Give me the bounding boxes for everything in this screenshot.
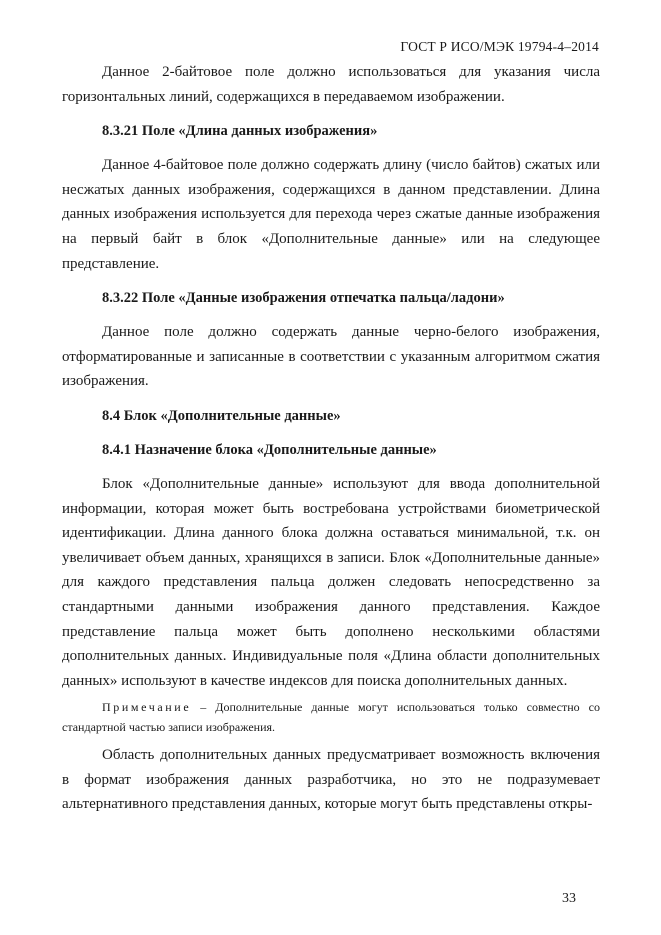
- page-number: 33: [562, 891, 576, 906]
- note: [62, 697, 600, 737]
- note-label: Примечание: [102, 700, 192, 715]
- paragraph-developer-data-area: Область дополнительных данных предусматривает возможность включения в формат изображения данных разработчика, но это не подразумевает альтернативного представления данных, которые могут быть представлены откры-: [62, 747, 600, 813]
- heading-8-3-22: 8.3.22 Поле «Данные изображения отпечатка пальца/ладони»: [102, 290, 505, 307]
- page-content: [62, 60, 600, 817]
- standard-header: ГОСТ Р ИСО/МЭК 19794-4–2014: [400, 39, 599, 54]
- note-text: – Дополнительные данные могут использоваться только совместно со стандартной частью записи изображения.: [62, 700, 600, 735]
- heading-8-3-21: 8.3.21 Поле «Длина данных изображения»: [102, 123, 378, 140]
- paragraph-additional-data-block: Блок «Дополнительные данные» используют для ввода дополнительной информации, которая может быть востребована устройствами биометрической идентификации. Длина данного блока должна оставаться минимальной, т.к. он увеличивает объем данных, хранящихся в записи. Блок «Дополнительные данные» для каждого представления пальца должен следовать непосредственно за стандартными данными изображения данного представления. Каждое представление пальца может быть дополнено несколькими областями дополнительных данных. Индивидуальные поля «Длина области дополнительных данных» используют в качестве индексов для поиска дополнительных данных.: [62, 475, 600, 689]
- paragraph-image-data-length: Данное 4-байтовое поле должно содержать длину (число байтов) сжатых или несжатых данных изображения, содержащихся в данном представлении. Длина данных изображения используется для перехода через сжатые данные изображения на первый байт в блок «Дополнительные данные» или на следующее представление.: [62, 157, 600, 272]
- heading-8-4: 8.4 Блок «Дополнительные данные»: [102, 407, 341, 424]
- paragraph-fingerprint-image-data: Данное поле должно содержать данные черно-белого изображения, отформатированные и записанные в соответствии с указанным алгоритмом сжатия изображения.: [62, 324, 600, 390]
- paragraph-horizontal-lines: Данное 2-байтовое поле должно использоваться для указания числа горизонтальных линий, содержащихся в передаваемом изображении.: [62, 64, 600, 105]
- heading-8-4-1: 8.4.1 Назначение блока «Дополнительные данные»: [102, 441, 437, 458]
